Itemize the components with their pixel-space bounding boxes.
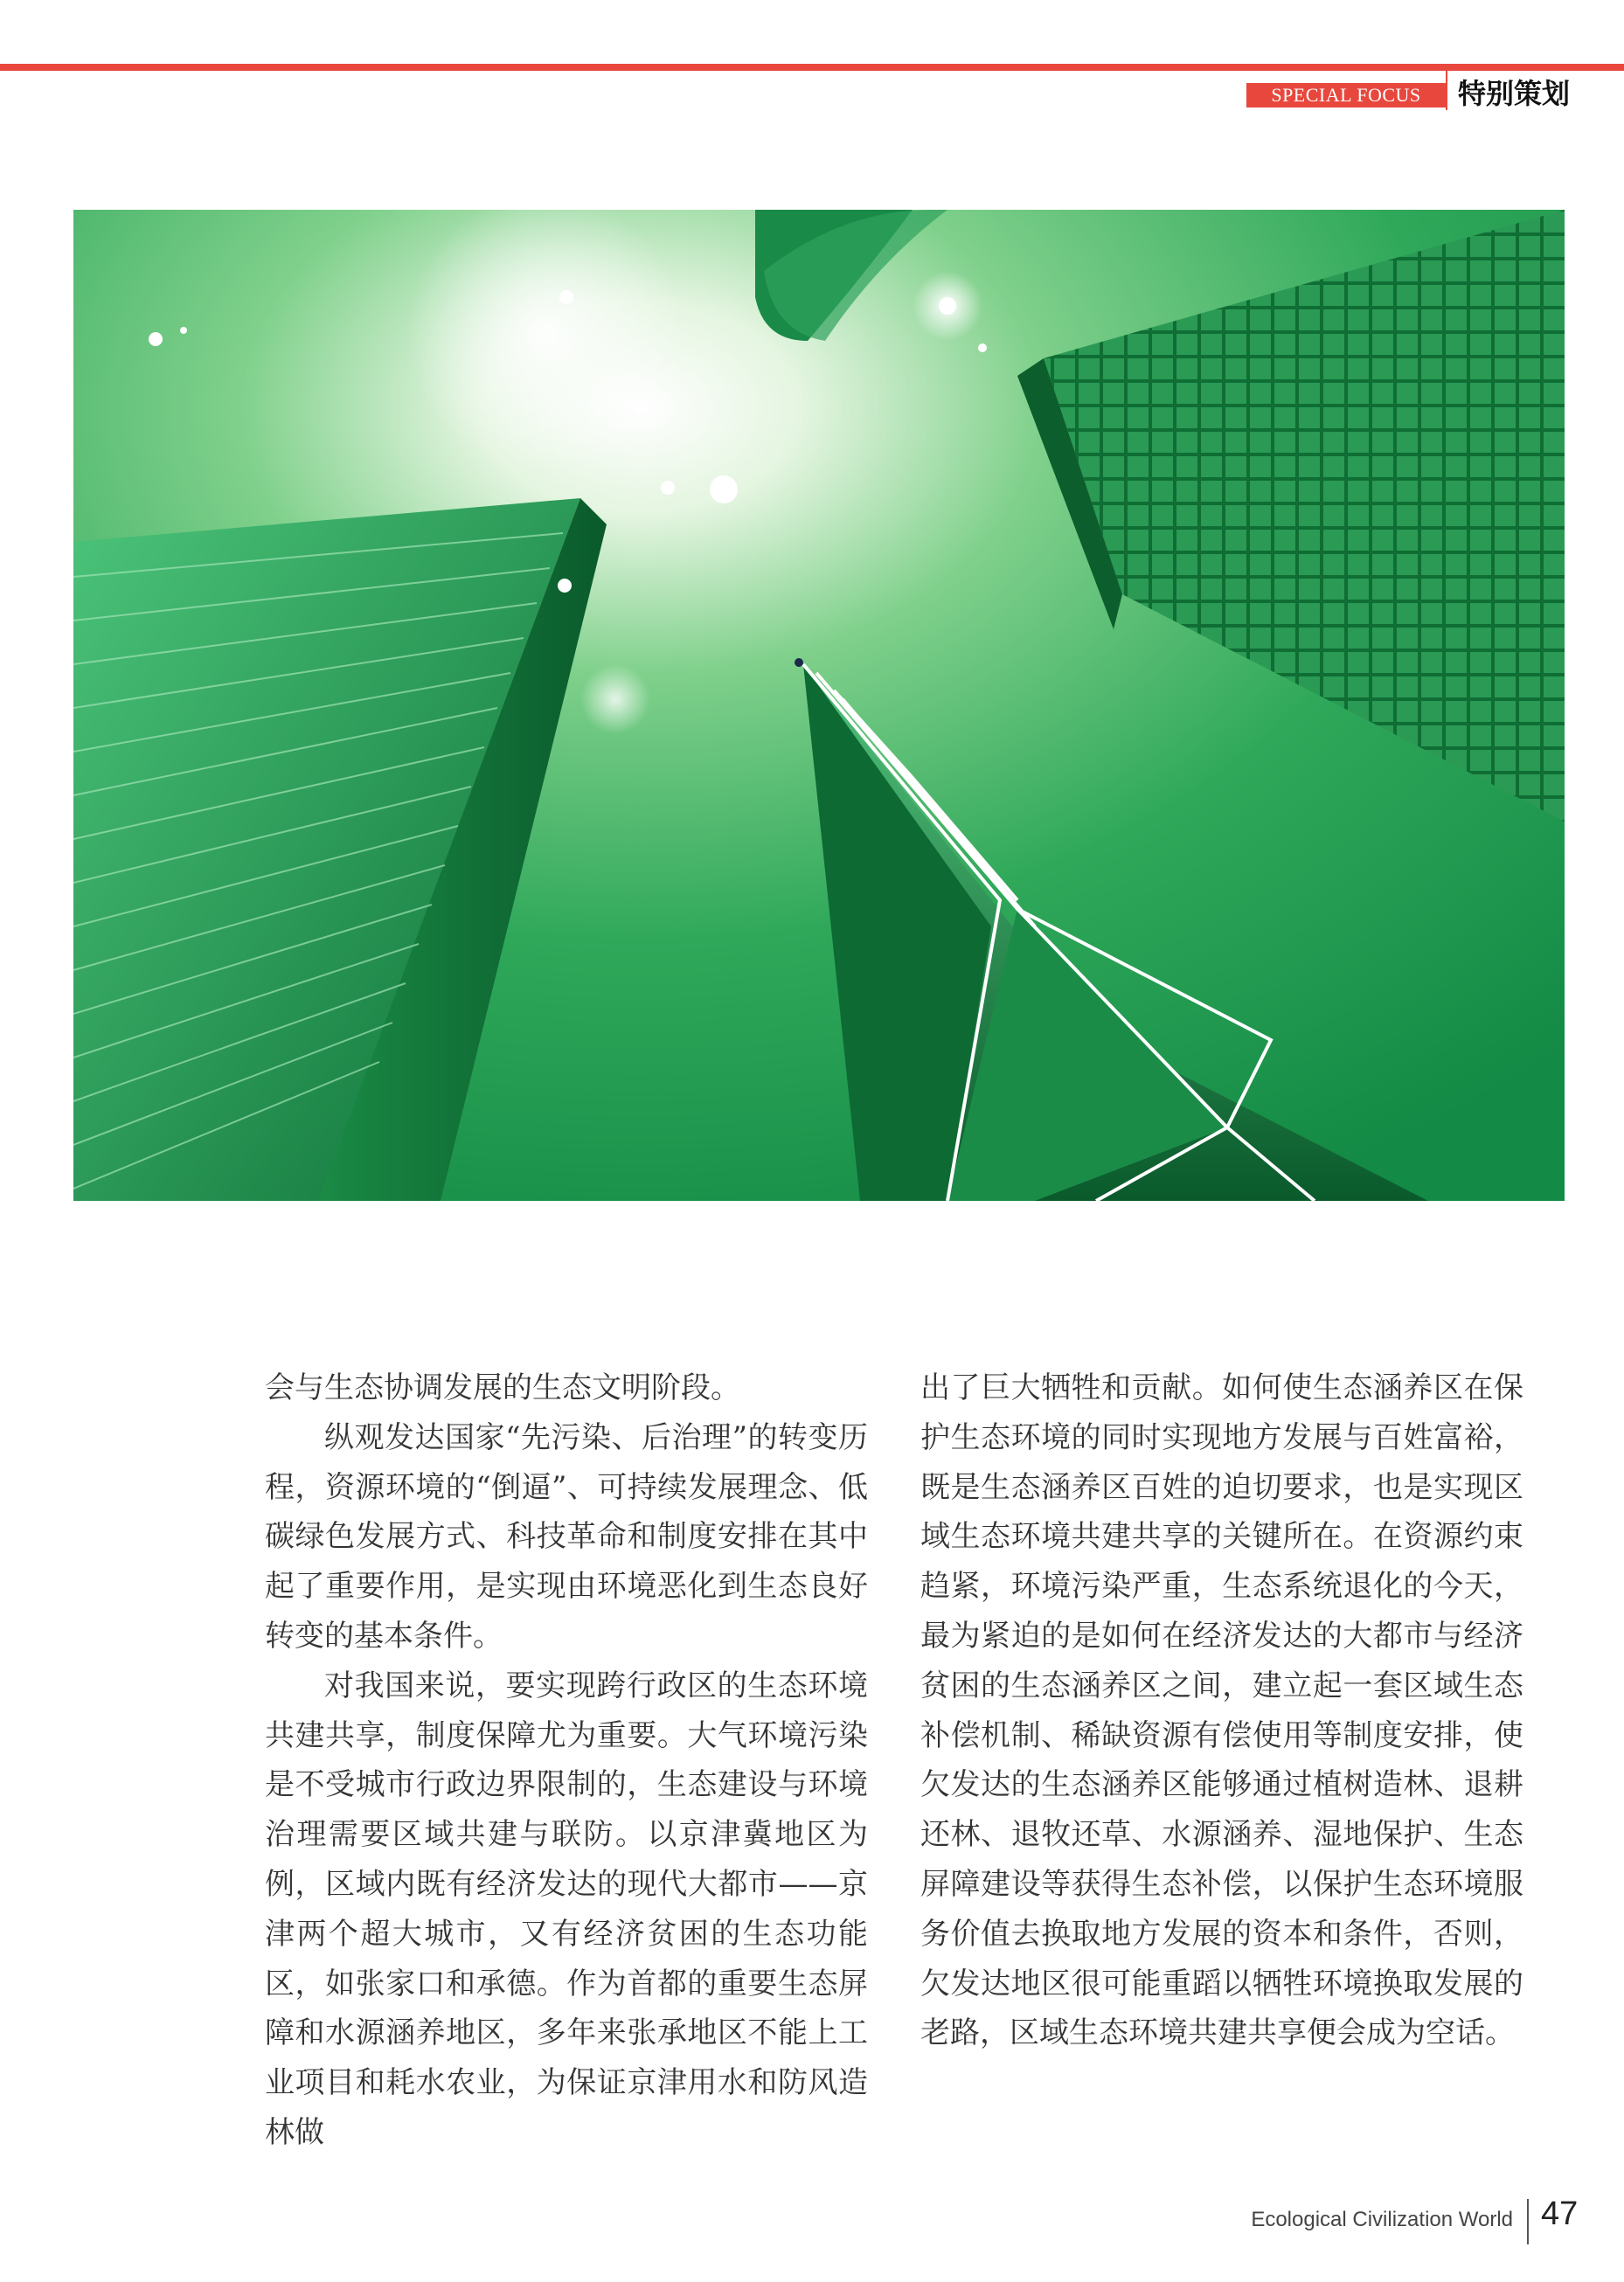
top-accent-rule (0, 64, 1624, 71)
section-label-cn: 特别策划 (1458, 77, 1571, 110)
footer-divider (1527, 2199, 1529, 2244)
magazine-title: Ecological Civilization World (1251, 2208, 1513, 2231)
article-right-column (920, 1363, 1523, 2058)
paragraph: 对我国来说，要实现跨行政区的生态环境共建共享，制度保障尤为重要。大气环境污染是不受城市行政边界限制的，生态建设与环境治理需要区域共建与联防。以京津冀地区为例，区域内既有经济发达的现代大都市——京津两个超大城市，又有经济贫困的生态功能区，如张家口和承德。作为首都的重要生态屏障和水源涵养地区，多年来张承地区不能上工业项目和耗水农业，为保证京津用水和防风造林做 (265, 1668, 868, 2150)
paragraph: 出了巨大牺牲和贡献。如何使生态涵养区在保护生态环境的同时实现地方发展与百姓富裕，既是生态涵养区百姓的迫切要求，也是实现区域生态环境共建共享的关键所在。在资源约束趋紧，环境污染严重，生态系统退化的今天，最为紧迫的是如何在经济发达的大都市与经济贫困的生态涵养区之间，建立起一套区域生态补偿机制、稀缺资源有偿使用等制度安排，使欠发达的生态涵养区能够通过植树造林、退耕还林、退牧还草、水源涵养、湿地保护、生态屏障建设等获得生态补偿，以保护生态环境服务价值去换取地方发展的资本和条件，否则，欠发达地区很可能重蹈以牺牲环境换取发展的老路，区域生态环境共建共享便会成为空话。 (920, 1370, 1523, 2051)
article-left-column (265, 1363, 868, 2158)
hero-image (73, 210, 1565, 1201)
header-divider (1446, 70, 1447, 110)
paragraph: 会与生态协调发展的生态文明阶段。 (265, 1370, 740, 1405)
page-number: 47 (1541, 2195, 1579, 2232)
green-skyscrapers-illustration-icon (73, 210, 1565, 1201)
section-label-en: SPECIAL FOCUS (1246, 83, 1446, 108)
paragraph: 纵观发达国家“先污染、后治理”的转变历程，资源环境的“倒逼”、可持续发展理念、低碳绿色发展方式、科技革命和制度安排在其中起了重要作用，是实现由环境恶化到生态良好转变的基本条件。 (265, 1419, 868, 1654)
